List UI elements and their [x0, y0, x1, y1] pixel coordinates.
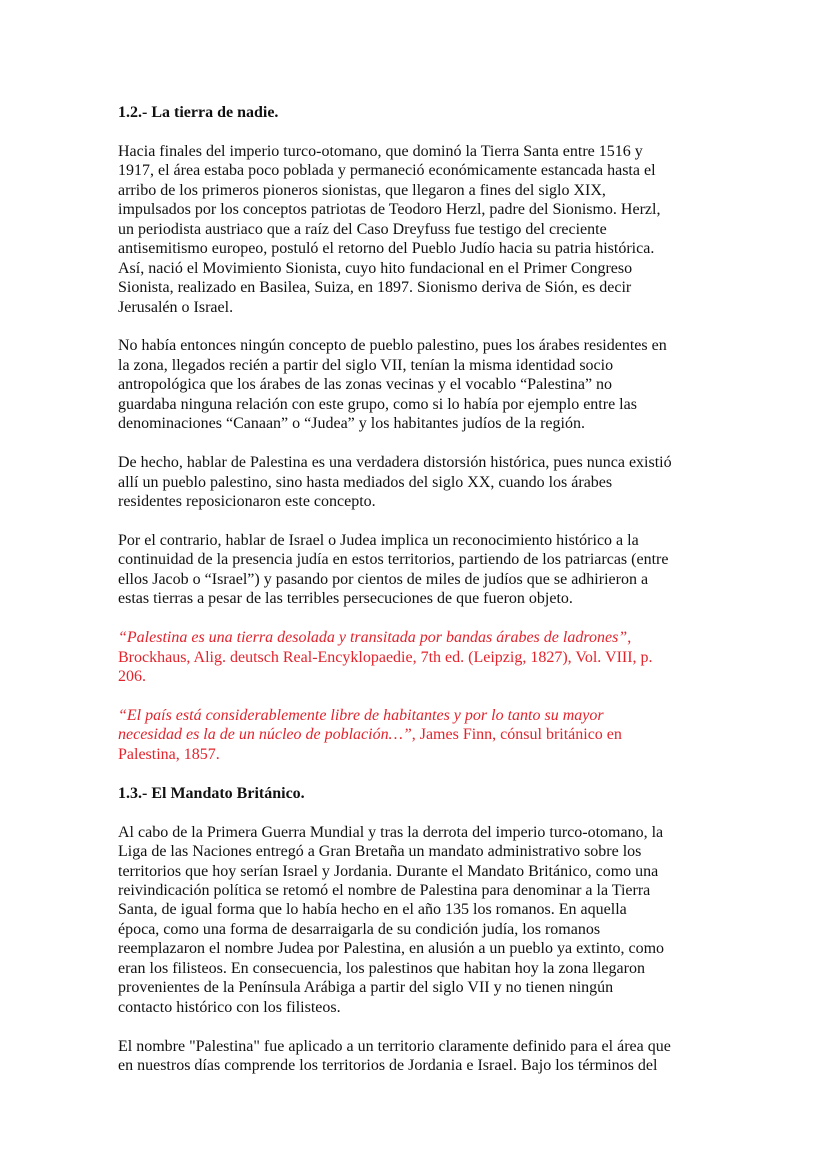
text-line: provenientes de la Península Arábiga a partir del siglo VII y no tienen ningún: [118, 979, 614, 997]
text-line: Santa, de igual forma que lo había hecho en el año 135 los romanos. En aquella: [118, 901, 627, 919]
text-line: estas tierras a pesar de las terribles persecuciones de que fueron objeto.: [118, 590, 573, 608]
quote-text: “Palestina es una tierra desolada y transitada por bandas árabes de ladrones”: [118, 629, 628, 647]
quote-source: Brockhaus, Alig. deutsch Real-Encyklopaedie, 7th ed. (Leipzig, 1827), Vol. VIII, p.: [118, 648, 653, 666]
text-line: Por el contrario, hablar de Israel o Judea implica un reconocimiento histórico a la: [118, 531, 639, 549]
text-line: contacto histórico con los filisteos.: [118, 998, 341, 1016]
paragraph: [118, 823, 738, 1018]
text-line: guardaba ninguna relación con este grupo, como si lo había por ejemplo entre las: [118, 395, 637, 413]
text-line: No había entonces ningún concepto de pueblo palestino, pues los árabes residentes en: [118, 337, 667, 355]
quote-2: [118, 706, 738, 764]
quote-text: necesidad es la de un núcleo de población…”: [118, 726, 412, 744]
quote-source: 206.: [118, 668, 146, 686]
quote-source: , James Finn, cónsul británico en: [411, 726, 622, 744]
text-line: impulsados por los conceptos patriotas de Teodoro Herzl, padre del Sionismo. Herzl,: [118, 201, 661, 219]
text-line: en nuestros días comprende los territorios de Jordania e Israel. Bajo los términos del: [118, 1057, 658, 1075]
text-line: Sionista, realizado en Basilea, Suiza, en 1897. Sionismo deriva de Sión, es decir: [118, 279, 632, 297]
text-line: un periodista austriaco que a raíz del Caso Dreyfuss fue testigo del creciente: [118, 220, 607, 238]
text-line: territorios que hoy serían Israel y Jordania. Durante el Mandato Británico, como una: [118, 862, 659, 880]
paragraph: [118, 1037, 738, 1076]
section-body: [118, 142, 738, 609]
text-line: De hecho, hablar de Palestina es una verdadera distorsión histórica, pues nunca existió: [118, 454, 672, 472]
paragraph: [118, 531, 738, 609]
quote-text: “El país está considerablemente libre de habitantes y por lo tanto su mayor: [118, 706, 604, 724]
text-line: allí un pueblo palestino, sino hasta mediados del siglo XX, cuando los árabes: [118, 473, 613, 491]
section-heading: 1.3.- El Mandato Británico.: [118, 784, 305, 802]
paragraph: [118, 336, 738, 433]
text-line: Hacia finales del imperio turco-otomano, que dominó la Tierra Santa entre 1516 y: [118, 142, 643, 160]
section-heading: 1.2.- La tierra de nadie.: [118, 104, 279, 121]
text-line: antisemitismo europeo, postuló el retorno del Pueblo Judío hacia su patria histórica.: [118, 240, 655, 258]
paragraph: [118, 453, 738, 511]
text-line: ellos Jacob o “Israel”) y pasando por cientos de miles de judíos que se adhirieron a: [118, 570, 649, 588]
text-line: Al cabo de la Primera Guerra Mundial y tras la derrota del imperio turco-otomano, la: [118, 823, 664, 841]
text-line: denominaciones “Canaan” o “Judea” y los habitantes judíos de la región.: [118, 415, 585, 433]
text-line: residentes reposicionaron este concepto.: [118, 493, 376, 511]
text-line: El nombre "Palestina" fue aplicado a un territorio claramente definido para el área que: [118, 1037, 671, 1055]
text-line: época, como una forma de desarraigarla de su condición judía, los romanos: [118, 920, 601, 938]
text-line: Jerusalén o Israel.: [118, 298, 234, 316]
section-body: [118, 823, 738, 1076]
text-line: Liga de las Naciones entregó a Gran Bretaña un mandato administrativo sobre los: [118, 843, 642, 861]
text-line: antropológica que los árabes de las zonas vecinas y el vocablo “Palestina” no: [118, 376, 613, 394]
text-line: arribo de los primeros pioneros sionistas, que llegaron a fines del siglo XIX,: [118, 181, 606, 199]
text-line: reemplazaron el nombre Judea por Palestina, en alusión a un pueblo ya extinto, como: [118, 940, 665, 958]
text-line: Así, nació el Movimiento Sionista, cuyo hito fundacional en el Primer Congreso: [118, 259, 633, 277]
document-page: [118, 103, 738, 1095]
quote-1: [118, 628, 738, 686]
text-line: eran los filisteos. En consecuencia, los palestinos que habitan hoy la zona llegaron: [118, 959, 645, 977]
text-line: continuidad de la presencia judía en estos territorios, partiendo de los patriarcas (entre: [118, 551, 669, 569]
text-line: 1917, el área estaba poco poblada y permaneció económicamente estancada hasta el: [118, 162, 656, 180]
text-line: la zona, llegados recién a partir del siglo VII, tenían la misma identidad socio: [118, 356, 614, 374]
text-line: reivindicación política se retomó el nombre de Palestina para denominar a la Tierra: [118, 882, 651, 899]
quote-source: ,: [627, 629, 632, 647]
paragraph: [118, 142, 738, 317]
quote-source: Palestina, 1857.: [118, 745, 220, 763]
